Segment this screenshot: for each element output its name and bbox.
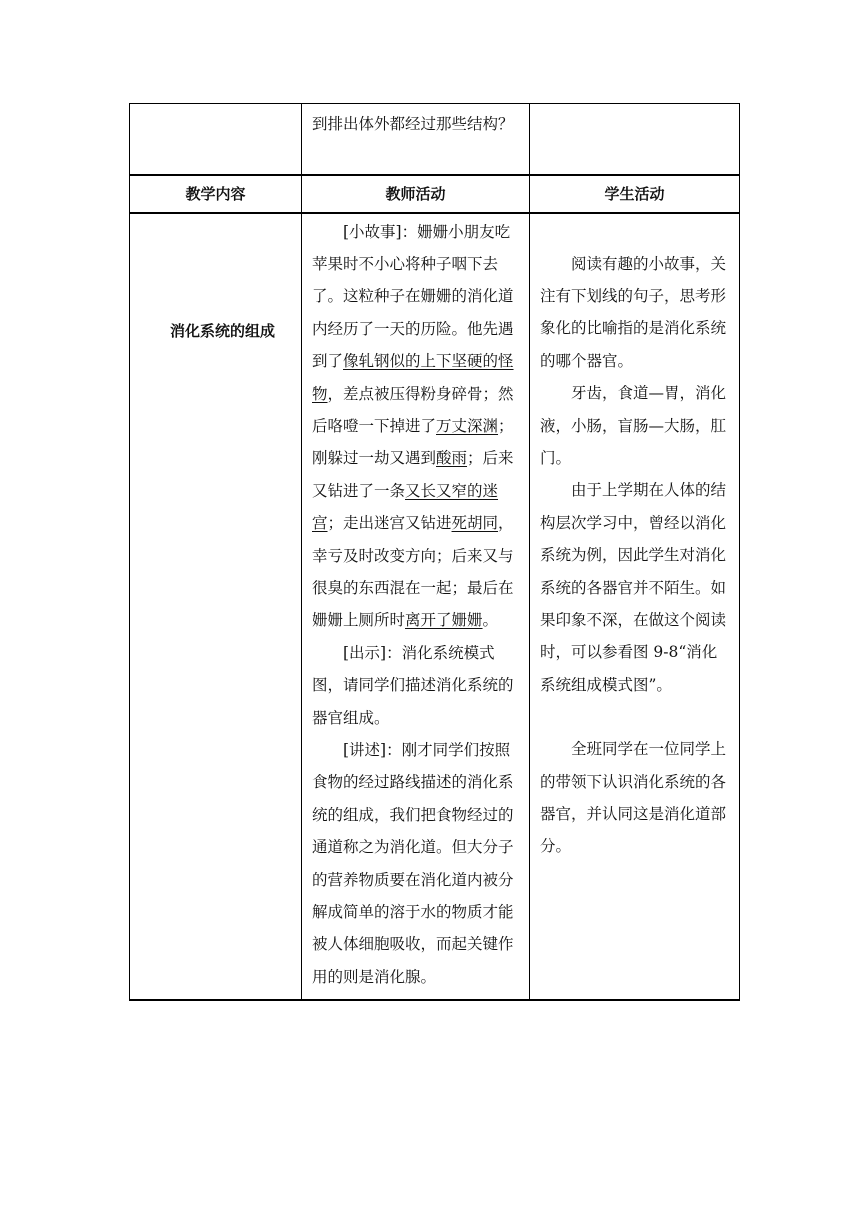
story-underline: 又长又窄的迷宫: [312, 481, 499, 533]
body-row: [130, 213, 740, 1001]
content-cell: [130, 213, 302, 1001]
student-paragraph-2: 牙齿，食道—胃，消化液，小肠，盲肠—大肠，肛门。: [540, 384, 727, 467]
story-text: ；走出迷宫又钻进: [327, 514, 452, 533]
story-paragraph: [312, 216, 519, 637]
continued-teacher-text: 到排出体外都经过那些结构？: [312, 115, 514, 133]
story-text: ；刚躲过一劫又遇到: [312, 416, 514, 468]
narrate-paragraph: [讲述]：刚才同学们按照食物的经过路线描述的消化系统的组成，我们把食物经过的通道称之为消化道。但大分子的营养物质要在消化道内被分解成简单的溶于水的物质才能被人体细胞吸收，而起关键作用的则是消化腺。: [312, 741, 514, 986]
header-content: 教学内容: [130, 175, 302, 213]
student-paragraph-3: 由于上学期在人体的结构层次学习中，曾经以消化系统为例，因此学生对消化系统的各器官并不陌生。如果印象不深，在做这个阅读时，可以参看图 9-8“消化系统组成模式图”。: [540, 481, 727, 694]
story-underline: 万丈深渊: [436, 416, 499, 435]
story-text: 。: [482, 611, 499, 630]
student-cell: [530, 213, 740, 1001]
continued-row: [130, 104, 740, 175]
student-paragraph-4: 全班同学在一位同学上的带领下认识消化系统的各器官，并认同这是消化道部分。: [540, 740, 727, 856]
show-paragraph: [出示]：消化系统模式图，请同学们描述消化系统的器官组成。: [312, 643, 514, 727]
story-text: [小故事]：姗姗小朋友吃苹果时不小心将种子咽下去了。这粒种子在姗姗的消化道内经历了一天的历险。他先遇到了: [312, 222, 514, 371]
continued-teacher-cell: [302, 104, 530, 175]
story-text: ，差点被压得粉身碎骨；然后咯噔一下掉进了: [312, 384, 514, 435]
header-row: [130, 175, 740, 213]
spacer: [540, 216, 729, 248]
lesson-plan-table: [129, 103, 740, 1001]
header-teacher: 教师活动: [302, 175, 530, 213]
continued-student-cell: [530, 104, 740, 175]
story-underline: 像轧钢似的上下坚硬的怪物: [312, 352, 514, 403]
story-underline: 酸雨: [436, 449, 468, 468]
header-student: 学生活动: [530, 175, 740, 213]
topic-title: 消化系统的组成: [170, 321, 276, 340]
spacer: [540, 701, 729, 733]
student-paragraph-1: 阅读有趣的小故事，关注有下划线的句子，思考形象化的比喻指的是消化系统的哪个器官。: [540, 254, 727, 370]
story-underline: 死胡同: [451, 514, 499, 533]
continued-content-cell: [130, 104, 302, 175]
story-text: ，幸亏及时改变方向；后来又与很臭的东西混在一起；最后在姗姗上厕所时: [312, 514, 514, 630]
story-underline: 离开了姗姗: [405, 611, 483, 630]
teacher-cell: [302, 213, 530, 1001]
story-text: ；后来又钻进了一条: [312, 449, 514, 500]
